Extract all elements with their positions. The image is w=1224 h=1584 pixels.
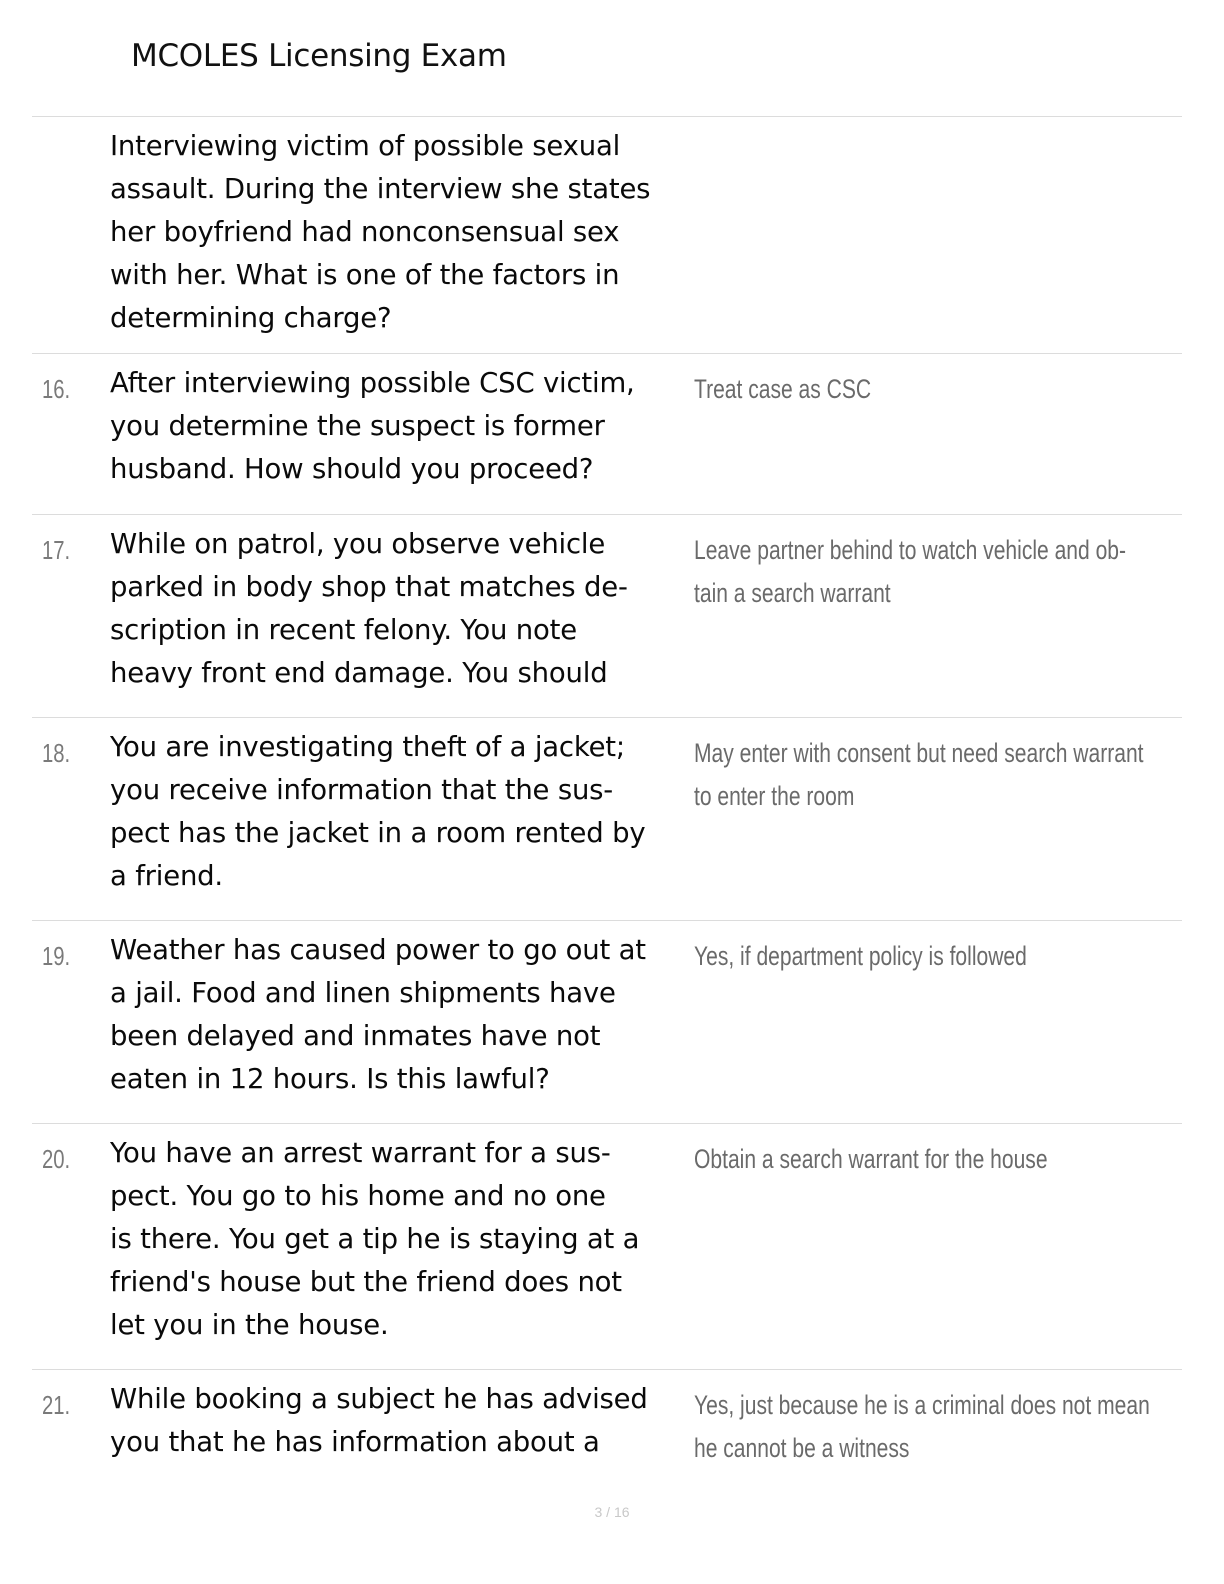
answer-text: Treat case as CSC <box>694 374 872 404</box>
question-text: Interviewing victim of possible sexual assault. During the interview she states her boyfriend had nonconsensual sex with her. What is one of the factors in determining charge? <box>110 130 651 334</box>
question-text: While on patrol, you observe vehicle parked in body shop that matches de- scription in recent felony. You note heavy front end damage. You should <box>110 528 628 689</box>
question-text: After interviewing possible CSC victim, you determine the suspect is former husband. How should you proceed? <box>110 367 635 485</box>
page-title: MCOLES Licensing Exam <box>131 38 507 74</box>
answer-text: Yes, just because he is a criminal does not mean he cannot be a witness <box>694 1390 1150 1463</box>
qa-row <box>32 116 1182 353</box>
question-answer-list <box>32 116 1182 1479</box>
page-indicator: 3 / 16 <box>594 1504 630 1520</box>
qa-row <box>32 353 1182 514</box>
question-text: You have an arrest warrant for a sus- pect. You go to his home and no one is there. You get a tip he is staying at a friend's house but the friend does not let you in the house. <box>110 1137 640 1341</box>
qa-row <box>32 1123 1182 1369</box>
answer-text: May enter with consent but need search warrant to enter the room <box>694 738 1144 811</box>
question-number: 20. <box>42 1144 71 1174</box>
qa-row <box>32 1369 1182 1479</box>
qa-row <box>32 717 1182 920</box>
question-text: Weather has caused power to go out at a jail. Food and linen shipments have been delayed and inmates have not eaten in 12 hours. Is this lawful? <box>110 934 646 1095</box>
qa-row <box>32 514 1182 717</box>
answer-text: Obtain a search warrant for the house <box>694 1144 1048 1174</box>
question-number: 18. <box>42 738 71 768</box>
question-text: You are investigating theft of a jacket; you receive information that the sus- pect has the jacket in a room rented by a friend. <box>110 731 646 892</box>
question-number: 19. <box>42 941 71 971</box>
answer-text: Leave partner behind to watch vehicle and ob- tain a search warrant <box>694 535 1127 608</box>
question-number: 17. <box>42 535 71 565</box>
answer-text: Yes, if department policy is followed <box>694 941 1027 971</box>
question-text: While booking a subject he has advised you that he has information about a <box>110 1383 648 1458</box>
qa-row <box>32 920 1182 1123</box>
question-number: 16. <box>42 374 71 404</box>
question-number: 21. <box>42 1390 71 1420</box>
